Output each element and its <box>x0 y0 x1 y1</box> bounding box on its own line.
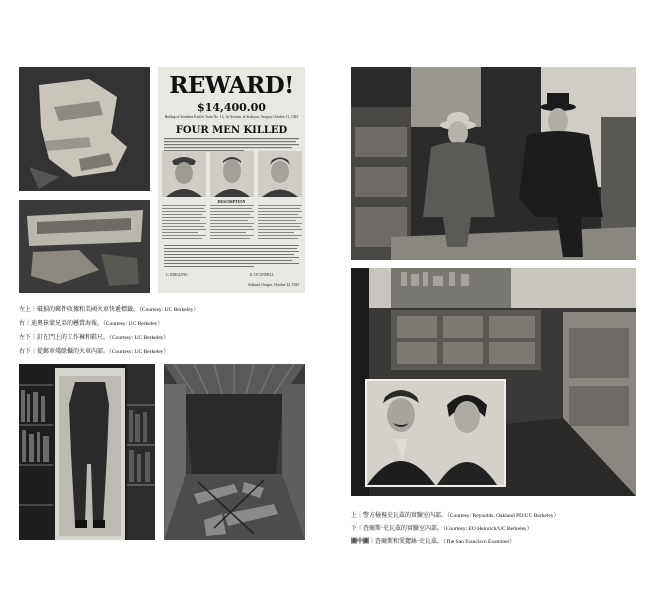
caption-credit: （Courtesy: UC Berkeley） <box>109 335 169 341</box>
caption-position: 左下 <box>19 334 32 341</box>
poster-section-label: DESCRIPTION <box>217 199 246 204</box>
caption-credit: （Courtesy: UC Berkeley） <box>109 349 169 355</box>
caption-credit: （Courtesy: UC Berkeley） <box>103 321 163 327</box>
photo-police-examining-lab <box>351 67 636 260</box>
poster-killed: FOUR MEN KILLED <box>175 125 288 136</box>
caption-credit: （Courtesy: EO Heinrich/UC Berkeley） <box>442 526 533 532</box>
photo-train-interior <box>164 364 305 540</box>
poster-amount: $14,400.00 <box>197 101 266 114</box>
caption-text: 從郵車殘餘攝的火車內部。 <box>37 348 110 355</box>
photo-torn-mail-receipt <box>19 67 150 191</box>
caption-text: 查爾斯和愛麗絲‧史瓦茲。 <box>375 538 443 545</box>
caption-inset: 圖中圖｜查爾斯和愛麗絲‧史瓦茲。（The San Francisco Examiner） <box>351 538 515 545</box>
poster-headline: REWARD! <box>169 72 294 99</box>
photo-overalls-on-door <box>19 364 155 540</box>
caption-text: 警方檢視史瓦茲的實驗室內部。 <box>363 512 448 519</box>
caption-position: 下 <box>351 525 358 532</box>
caption-position: 右下 <box>19 348 32 355</box>
caption-position: 右 <box>19 320 26 327</box>
reward-poster <box>158 67 305 293</box>
inset-portrait-couple <box>365 379 506 487</box>
caption-text: 釘在門上的工作褲和鞋尺。 <box>37 334 110 341</box>
caption-text: 迪奧崔蒙兄弟的懸賞海報。 <box>31 320 104 327</box>
photo-express-label <box>19 200 150 293</box>
caption-text: 查爾斯‧史瓦茲的實驗室內部。 <box>363 525 443 532</box>
caption-top: 上｜警方檢視史瓦茲的實驗室內部。（Courtesy: Reynolds, Oakland PD/UC Berkeley） <box>351 512 560 519</box>
caption-credit: （Courtesy: Reynolds, Oakland PD/UC Berkeley） <box>447 513 560 519</box>
caption-position: 上 <box>351 512 358 519</box>
caption-credit: （Courtesy: UC Berkeley） <box>139 307 199 313</box>
caption-position: 圖中圖 <box>351 538 370 545</box>
caption-credit: （The San Francisco Examiner） <box>442 539 515 545</box>
caption-right: 右｜迪奧崔蒙兄弟的懸賞海報。（Courtesy: UC Berkeley） <box>19 320 163 327</box>
caption-top-left: 左上｜破損的郵件收據和美國火車快遞標籤。（Courtesy: UC Berkeley） <box>19 306 199 313</box>
poster-date-line: Ashland, Oregon, October 24, 1923 <box>247 283 299 287</box>
poster-signature-left: C. RINGLING <box>166 273 188 277</box>
caption-position: 左上 <box>19 306 32 313</box>
caption-bottom-right: 右下｜從郵車殘餘攝的火車內部。（Courtesy: UC Berkeley） <box>19 348 169 355</box>
caption-text: 破損的郵件收據和美國火車快遞標籤。 <box>37 306 140 313</box>
caption-bottom: 下｜查爾斯‧史瓦茲的實驗室內部。（Courtesy: EO Heinrich/UC Berkeley） <box>351 525 533 532</box>
poster-subline: Holdup of Southern Pacific Train No. 13, 1st Section, at Siskiyou, Oregon, October 11, 1923 <box>164 115 299 119</box>
poster-signature-right: E. O'CONNELL <box>250 273 275 277</box>
caption-bottom-left: 左下｜釘在門上的工作褲和鞋尺。（Courtesy: UC Berkeley） <box>19 334 169 341</box>
